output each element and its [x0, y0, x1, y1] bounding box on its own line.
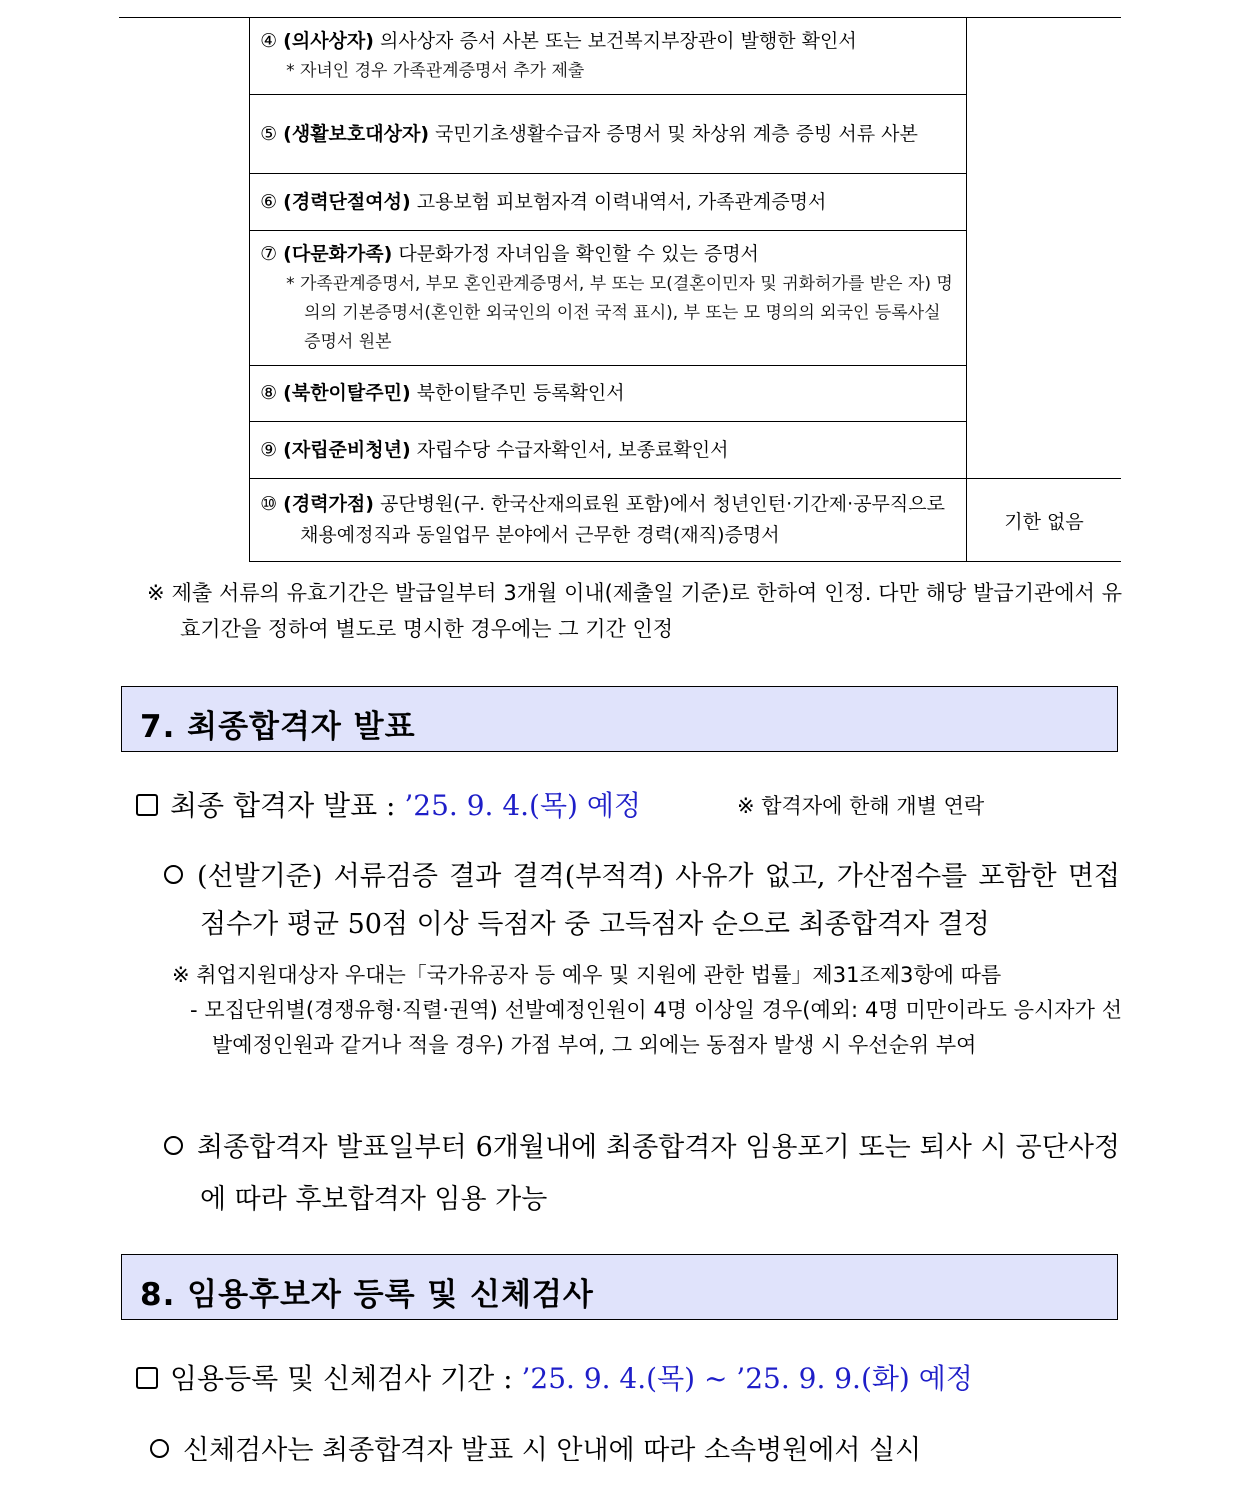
list-item: ⑤ (생활보호대상자) 국민기초생활수급자 증명서 및 차상위 계층 증빙 서류 사본	[250, 95, 967, 174]
exam-note: 신체검사는 최종합격자 발표 시 안내에 따라 소속병원에서 실시	[150, 1428, 921, 1467]
document-table	[119, 17, 1121, 562]
period-date: ’25. 9. 4.(목) ~ ’25. 9. 9.(화) 예정	[521, 1362, 973, 1395]
section-8-header	[121, 1254, 1118, 1320]
criteria-paragraph: (선발기준) 서류검증 결과 결격(부적격) 사유가 없고, 가산점수를 포함한 면접점수가 평균 50점 이상 득점자 중 고득점자 순으로 최종합격자 결정	[150, 853, 1120, 949]
circle-bullet-icon	[164, 1136, 183, 1155]
circle-bullet-icon	[150, 1439, 169, 1458]
circle-bullet-icon	[164, 865, 183, 884]
announce-label: 최종 합격자 발표 :	[170, 789, 396, 822]
list-item: ⑩ (경력가점) 공단병원(구. 한국산재의료원 포함)에서 청년인턴·기간제·공무직으로 채용예정직과 동일업무 분야에서 근무한 경력(재직)증명서	[250, 479, 967, 562]
preference-note: ※ 취업지원대상자 우대는「국가유공자 등 예우 및 지원에 관한 법률」제31조제3항에 따름 - 모집단위별(경쟁유형·직렬·권역) 선발예정인원이 4명 이상일 경우(예외: 4명 미만이라도 응시자가 선발예정인원과 같거나 적을 경우) 가점 부여, 그 외에는 동점자 발생 시 우선순위 부여	[172, 958, 1122, 1063]
section-7-header	[121, 686, 1118, 752]
list-item: ⑨ (자립준비청년) 자립수당 수급자확인서, 보종료확인서	[250, 422, 967, 479]
section-8-title: 8. 임용후보자 등록 및 신체검사	[140, 1277, 594, 1313]
section-7-title: 7. 최종합격자 발표	[140, 709, 416, 745]
validity-note: ※ 제출 서류의 유효기간은 발급일부터 3개월 이내(제출일 기준)로 한하여 인정. 다만 해당 발급기관에서 유효기간을 정하여 별도로 명시한 경우에는 그 기간 인정	[147, 581, 1122, 641]
period-label: 임용등록 및 신체검사 기간 :	[170, 1362, 513, 1395]
period-line	[136, 1357, 973, 1397]
backup-paragraph: 최종합격자 발표일부터 6개월내에 최종합격자 임용포기 또는 퇴사 시 공단사정에 따라 후보합격자 임용 가능	[150, 1122, 1120, 1226]
announce-line	[136, 784, 641, 824]
table-row	[119, 479, 1121, 562]
blank-deadline-cell	[967, 18, 1121, 479]
list-item: ⑥ (경력단절여성) 고용보험 피보험자격 이력내역서, 가족관계증명서	[250, 174, 967, 231]
announce-note: ※ 합격자에 한해 개별 연락	[737, 794, 985, 818]
table-row	[119, 18, 1121, 95]
list-item: ⑦ (다문화가족) 다문화가정 자녀임을 확인할 수 있는 증명서 * 가족관계증명서, 부모 혼인관계증명서, 부 또는 모(결혼이민자 및 귀화허가를 받은 자) 명의의 기본증명서(혼인한 외국인의 이전 국적 표시), 부 또는 모 명의의 외국인 등록사실증명서 원본	[250, 231, 967, 366]
list-item: ④ (의사상자) 의사상자 증서 사본 또는 보건복지부장관이 발행한 확인서 * 자녀인 경우 가족관계증명서 추가 제출	[250, 18, 967, 95]
announce-date: ’25. 9. 4.(목) 예정	[404, 789, 641, 822]
square-bullet-icon	[136, 794, 158, 816]
square-bullet-icon	[136, 1367, 158, 1389]
preference-detail: - 모집단위별(경쟁유형·직렬·권역) 선발예정인원이 4명 이상일 경우(예외: 4명 미만이라도 응시자가 선발예정인원과 같거나 적을 경우) 가점 부여, 그 외에는 동점자 발생 시 우선순위 부여	[190, 998, 1122, 1057]
deadline-value: 기한 없음	[967, 479, 1121, 562]
list-item: ⑧ (북한이탈주민) 북한이탈주민 등록확인서	[250, 366, 967, 422]
blank-category-cell	[119, 18, 250, 562]
